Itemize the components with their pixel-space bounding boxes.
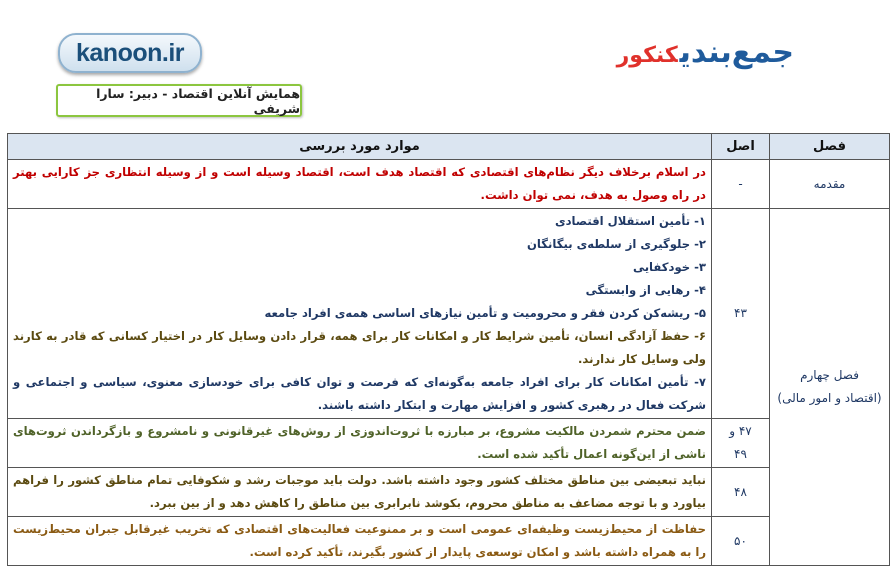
- header-asl: اصل: [712, 134, 770, 160]
- logo-word-jambandi: جمع‌بندی: [679, 35, 794, 70]
- kanoon-logo: [58, 33, 202, 73]
- table-row-asl-47-49: [8, 419, 890, 468]
- asl-49-label: ۴۹: [734, 447, 747, 461]
- page-title-text: همایش آنلاین اقتصاد - دبیر: سارا شریفی: [96, 85, 300, 116]
- header-fasl: فصل: [770, 134, 890, 160]
- list-item: ۴- رهایی از وابستگی: [585, 283, 706, 297]
- constitution-table: [7, 133, 890, 566]
- chapter4-subtitle: (اقتصاد و امور مالی): [777, 391, 882, 405]
- table-row-asl-48: [8, 468, 890, 517]
- list-item: ۳- خودکفایی: [632, 260, 706, 274]
- logo-word-konkur: کنکور: [616, 43, 678, 68]
- table-row-asl-43: [8, 209, 890, 419]
- cell-text-47-49: ضمن محترم شمردن مالکیت مشروع، بر مبارزه با ثروت‌اندوزی از روش‌های غیرقانونی و نامشروع و بازگرداندن ثروت‌های ناشی از این‌گونه اعمال تأکید شده است.: [8, 419, 712, 468]
- jambandi-konkur-logo: [612, 30, 794, 76]
- table-row-intro: [8, 160, 890, 209]
- cell-fasl-chapter4: [770, 209, 890, 566]
- cell-asl-43: ۴۳: [712, 209, 770, 419]
- header-mawared: موارد مورد بررسی: [8, 134, 712, 160]
- table-header-row: [8, 134, 890, 160]
- cell-fasl-intro: مقدمه: [770, 160, 890, 209]
- table-row-asl-50: [8, 517, 890, 566]
- list-item: ۲- جلوگیری از سلطه‌ی بیگانگان: [527, 237, 706, 251]
- chapter4-title: فصل چهارم: [800, 368, 859, 382]
- list-item: ۱- تأمین استقلال اقتصادی: [554, 214, 706, 228]
- cell-asl-intro: -: [712, 160, 770, 209]
- list-item: ۷- تأمین امکانات کار برای افراد جامعه به‌گونه‌ای که فرصت و توان کافی برای خودسازی معنوی، سیاسی و اجتماعی و شرکت فعال در رهبری کشور و افزایش مهارت و ابتکار داشته باشند.: [13, 375, 706, 412]
- cell-text-intro: در اسلام برخلاف دیگر نظام‌های اقتصادی که اقتصاد هدف است، اقتصاد وسیله است و از وسیله انتظاری جز کارایی بهتر در راه وصول به هدف، نمی توان داشت.: [8, 160, 712, 209]
- page-title: [56, 84, 302, 117]
- kanoon-logo-text: kanoon.ir: [75, 38, 184, 67]
- list-item: ۶- حفظ آزادگی انسان، تأمین شرایط کار و امکانات کار برای همه، قرار دادن وسایل کار در اختیار کسانی که قادر به کارند ولی وسایل کار ندارند.: [13, 329, 706, 366]
- list-item: ۵- ریشه‌کن کردن فقر و محرومیت و تأمین نیازهای اساسی همه‌ی افراد جامعه: [264, 306, 706, 320]
- cell-asl-50: ۵۰: [712, 517, 770, 566]
- asl-47-label: ۴۷ و: [729, 424, 752, 438]
- cell-text-50: حفاظت از محیط‌زیست وظیفه‌ای عمومی است و بر ممنوعیت فعالیت‌های اقتصادی که تخریب غیرقابل جبران محیط‌زیست را به همراه داشته باشد و امکان توسعه‌ی پایدار از کشور بگیرند، تأکید کرده است.: [8, 517, 712, 566]
- cell-text-43: [8, 209, 712, 419]
- cell-asl-48: ۴۸: [712, 468, 770, 517]
- cell-text-48: نباید تبعیضی بین مناطق مختلف کشور وجود داشته باشد. دولت باید موجبات رشد و شکوفایی تمام مناطق کشور را فراهم بیاورد و با توجه مضاعف به مناطق محروم، بکوشد نابرابری بین مناطق را کاهش دهد و از بین ببرد.: [8, 468, 712, 517]
- cell-asl-47-49: [712, 419, 770, 468]
